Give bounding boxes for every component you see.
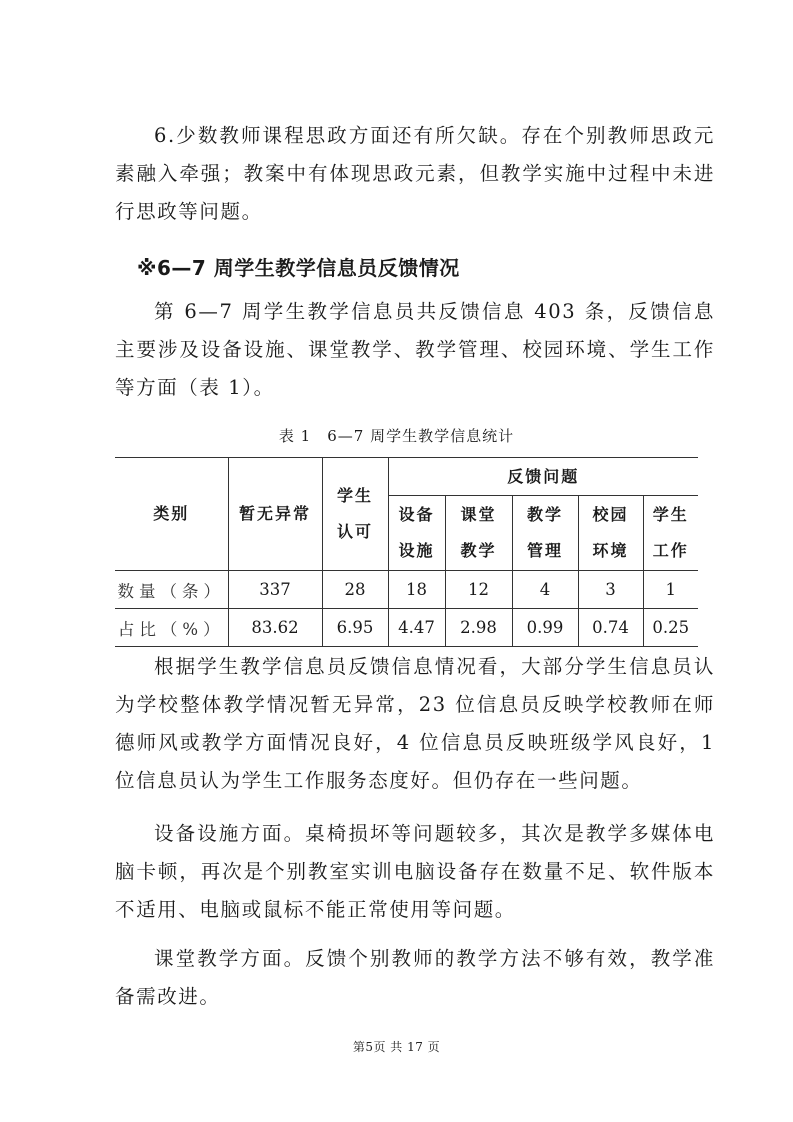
cell: 4 — [512, 571, 578, 609]
header-category: 类别 — [115, 458, 228, 571]
subheader: 课堂教学 — [445, 496, 512, 571]
cell: 18 — [388, 571, 445, 609]
row-label: 数量（条） — [115, 571, 228, 609]
paragraph-summary: 根据学生教学信息员反馈信息情况看，大部分学生信息员认为学校整体教学情况暂无异常，23 位信息员反映学校教师在师德师风或教学方面情况良好，4 位信息员反映班级学风良好，1 位信息员认为学生工作服务态度好。但仍存在一些问题。 — [115, 655, 715, 792]
header-no-issue: 暂无异常 — [228, 458, 322, 571]
row-label: 占比（%） — [115, 609, 228, 647]
cell: 0.99 — [512, 609, 578, 647]
paragraph-equipment: 设备设施方面。桌椅损坏等问题较多，其次是教学多媒体电脑卡顿，再次是个别教室实训电脑设备存在数量不足、软件版本不适用、电脑或鼠标不能正常使用等问题。 — [115, 822, 715, 921]
cell: 4.47 — [388, 609, 445, 647]
cell: 0.25 — [643, 609, 698, 647]
section-heading: ※6—7 周学生教学信息员反馈情况 — [137, 256, 460, 280]
cell: 1 — [643, 571, 698, 609]
paragraph-classroom: 课堂教学方面。反馈个别教师的教学方法不够有效，教学准备需改进。 — [115, 947, 715, 1008]
subheader: 教学管理 — [512, 496, 578, 571]
page-footer: 第5页 共 17 页 — [352, 1040, 441, 1054]
table-header-row — [115, 458, 698, 496]
cell: 28 — [322, 571, 388, 609]
cell: 0.74 — [578, 609, 643, 647]
cell: 337 — [228, 571, 322, 609]
paragraph-course-ideology: 6.少数教师课程思政方面还有所欠缺。存在个别教师思政元素融入牵强；教案中有体现思政元素，但教学实施中过程中未进行思政等问题。 — [115, 124, 715, 223]
paragraph-intro: 第 6—7 周学生教学信息员共反馈信息 403 条，反馈信息主要涉及设备设施、课堂教学、教学管理、校园环境、学生工作等方面（表 1）。 — [115, 300, 715, 399]
cell: 83.62 — [228, 609, 322, 647]
cell: 6.95 — [322, 609, 388, 647]
cell: 3 — [578, 571, 643, 609]
header-feedback-group: 反馈问题 — [388, 458, 698, 496]
cell: 2.98 — [445, 609, 512, 647]
stats-table — [115, 457, 698, 647]
subheader: 校园环境 — [578, 496, 643, 571]
cell: 12 — [445, 571, 512, 609]
header-approval: 学生认可 — [322, 458, 388, 571]
table-row-count — [115, 571, 698, 609]
table-row-percent — [115, 609, 698, 647]
subheader: 设备设施 — [388, 496, 445, 571]
table-caption: 表 1 6—7 周学生教学信息统计 — [278, 427, 515, 445]
subheader: 学生工作 — [643, 496, 698, 571]
